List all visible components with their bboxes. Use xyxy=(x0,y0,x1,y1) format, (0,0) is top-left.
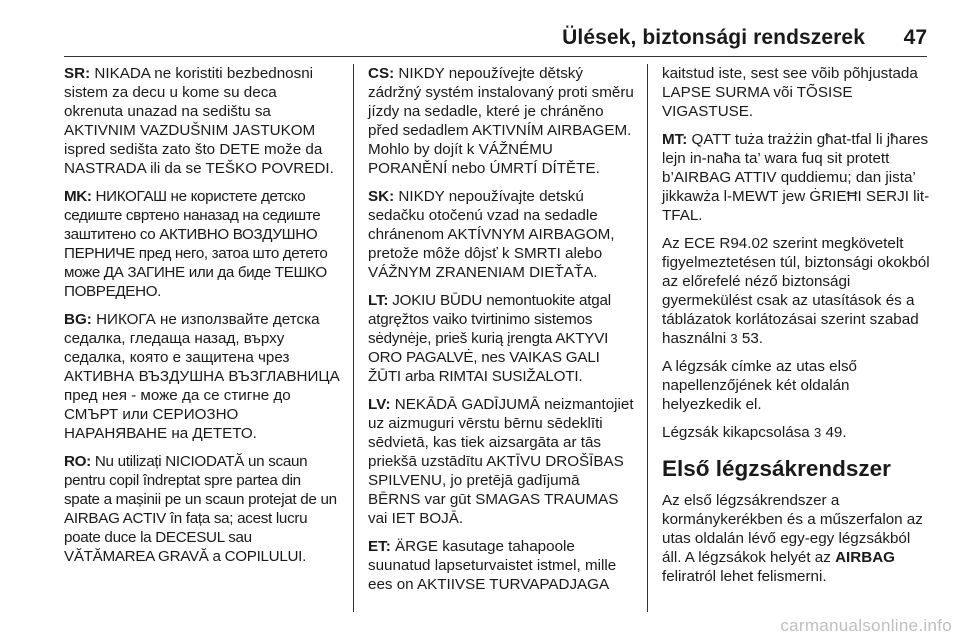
lang-code: MT: xyxy=(662,131,688,148)
lang-code: ET: xyxy=(368,538,391,555)
warning-text: JOKIU BŪDU nemontuokite atgal atgręžtos vaiko tvirtinimo sistemos sėdynėje, prieš kurią įrengta AKTYVI ORO PAGALVĖ, nes VAIKAS GALI ŽŪTI arba RIMTAI SUSIŽALOTI. xyxy=(368,292,611,385)
warning-et-continued: kaitstud iste, sest see võib põhjustada LAPSE SURMA või TÕSISE VIGASTUSE. xyxy=(662,65,918,120)
warning-mk xyxy=(64,187,340,301)
warning-bg xyxy=(64,310,340,443)
ece-text: Az ECE R94.02 szerint megkövetelt figyelmeztetésen túl, biztonsági okokból az előrefelé néző biztonsági gyermekülést csak az utasítások és a táblázatok korlátozásai szerint szabad használni xyxy=(662,235,930,347)
deactivation-text: Légzsák kikapcsolása xyxy=(662,424,810,441)
lang-code: SK: xyxy=(368,188,395,205)
warning-sr xyxy=(64,64,340,178)
page-ref-link[interactable]: 49. xyxy=(825,424,847,441)
warning-text: НИКОГА не използвайте детска седалка, гледаща назад, върху седалка, която е защитена чрез АКТИВНА ВЪЗДУШНА ВЪЗГЛАВНИЦА пред нея - може да се стигне до СМЪРТ или СЕРИОЗНО НАРАНЯВАНЕ на ДЕТЕТО. xyxy=(64,311,340,442)
column-divider-2 xyxy=(647,64,648,612)
warning-text: QATT tuża trażżin għat-tfal li jħares lejn in-naħa ta’ wara fuq sit protett b’AIRBAG ATTIV quddiemu; dan jista’ jikkawża l-MEWT jew ĠRIEĦI SERJI lit-TFAL. xyxy=(662,131,930,224)
page-ref-icon: 3 xyxy=(813,425,822,440)
label-info-paragraph: A légzsák címke az utas első napellenzőjének két oldalán helyezkedik el. xyxy=(662,358,857,413)
warning-ro xyxy=(64,452,340,566)
ece-paragraph xyxy=(662,234,930,348)
lang-code: SR: xyxy=(64,65,91,82)
header-title: Ülések, biztonsági rendszerek xyxy=(562,26,865,49)
section-paragraph xyxy=(662,491,930,586)
section-text-end: feliratról lehet felismerni. xyxy=(662,568,827,585)
warning-text: НИКОГАШ не користете детско седиште свртено наназад на седиште заштитено со АКТИВНО ВОЗДУШНО ПЕРНИЧЕ пред него, затоа што детето може ДА ЗАГИНЕ или да биде ТЕШКО ПОВРЕДЕНО. xyxy=(64,188,328,300)
lang-code: RO: xyxy=(64,453,91,470)
warning-lt xyxy=(368,291,634,386)
page-ref-icon: 3 xyxy=(730,331,738,346)
column-1 xyxy=(64,64,340,575)
section-text: Az első légzsákrendszer a kormánykerékben és a műszerfalon az utas oldalán lévő egy-egy légzsákból áll. A légzsákok helyét az xyxy=(662,492,923,566)
watermark: carmanualsonline.info xyxy=(780,616,952,635)
warning-lv xyxy=(368,395,634,528)
warning-text: NIKDY nepoužívajte detskú sedačku otočenú vzad na sedadle chránenom AKTÍVNYM AIRBAGOM, pretože môže dôjsť k SMRTI alebo VÁŽNYM ZRANENIAM DIEŤAŤA. xyxy=(368,188,615,281)
warning-sk xyxy=(368,187,634,282)
lang-code: BG: xyxy=(64,311,92,328)
page-ref-link[interactable]: 53. xyxy=(741,330,763,347)
lang-code: CS: xyxy=(368,65,395,82)
column-2 xyxy=(368,64,634,603)
lang-code: LT: xyxy=(368,292,389,309)
lang-code: LV: xyxy=(368,396,391,413)
column-3 xyxy=(662,64,930,595)
section-heading: Első légzsákrendszer xyxy=(662,456,891,481)
page-number: 47 xyxy=(903,26,927,49)
page-header xyxy=(0,0,960,58)
warning-text: NIKDY nepoužívejte dětský zádržný systém instalovaný proti směru jízdy na sedadle, které je chráněno před sedadlem AKTIVNÍM AIRBAGEM. Mohlo by dojít k VÁŽNÉMU PORANĚNÍ nebo ÚMRTÍ DÍTĚTE. xyxy=(368,65,634,177)
header-rule xyxy=(64,56,927,57)
warning-text: NIKADA ne koristiti bezbednosni sistem za decu u kome su deca okrenuta unazad na sedištu sa AKTIVNIM VAZDUŠNIM JASTUKOM ispred sedišta zato što DETE može da NASTRADA ili da se TEŠKO POVREDI. xyxy=(64,65,334,177)
lang-code: MK: xyxy=(64,188,92,205)
warning-text: ÄRGE kasutage tahapoole suunatud lapseturvaistet istmel, mille ees on AKTIIVSE TURVAPADJAGA xyxy=(368,538,617,593)
warning-cs xyxy=(368,64,634,178)
column-divider-1 xyxy=(353,64,354,612)
warning-text: NEKĀDĀ GADĪJUMĀ neizmantojiet uz aizmuguri vērstu bērnu sēdeklīti sēdvietā, kas tiek aizsargāta ar tās priekšā uzstādītu AKTĪVU DROŠĪBAS SPILVENU, jo pretējā gadījumā BĒRNS var gūt SMAGAS TRAUMAS vai IET BOJĀ. xyxy=(368,396,634,527)
warning-et xyxy=(368,537,634,594)
deactivation-paragraph xyxy=(662,423,930,442)
warning-text: Nu utilizați NICIODATĂ un scaun pentru copil îndreptat spre partea din spate a mașinii pe un scaun protejat de un AIRBAG ACTIV în fața sa; acest lucru poate duce la DECESUL sau VĂTĂMAREA GRAVĂ a COPILULUI. xyxy=(64,453,337,565)
warning-mt xyxy=(662,130,930,225)
airbag-label: AIRBAG xyxy=(835,549,895,566)
